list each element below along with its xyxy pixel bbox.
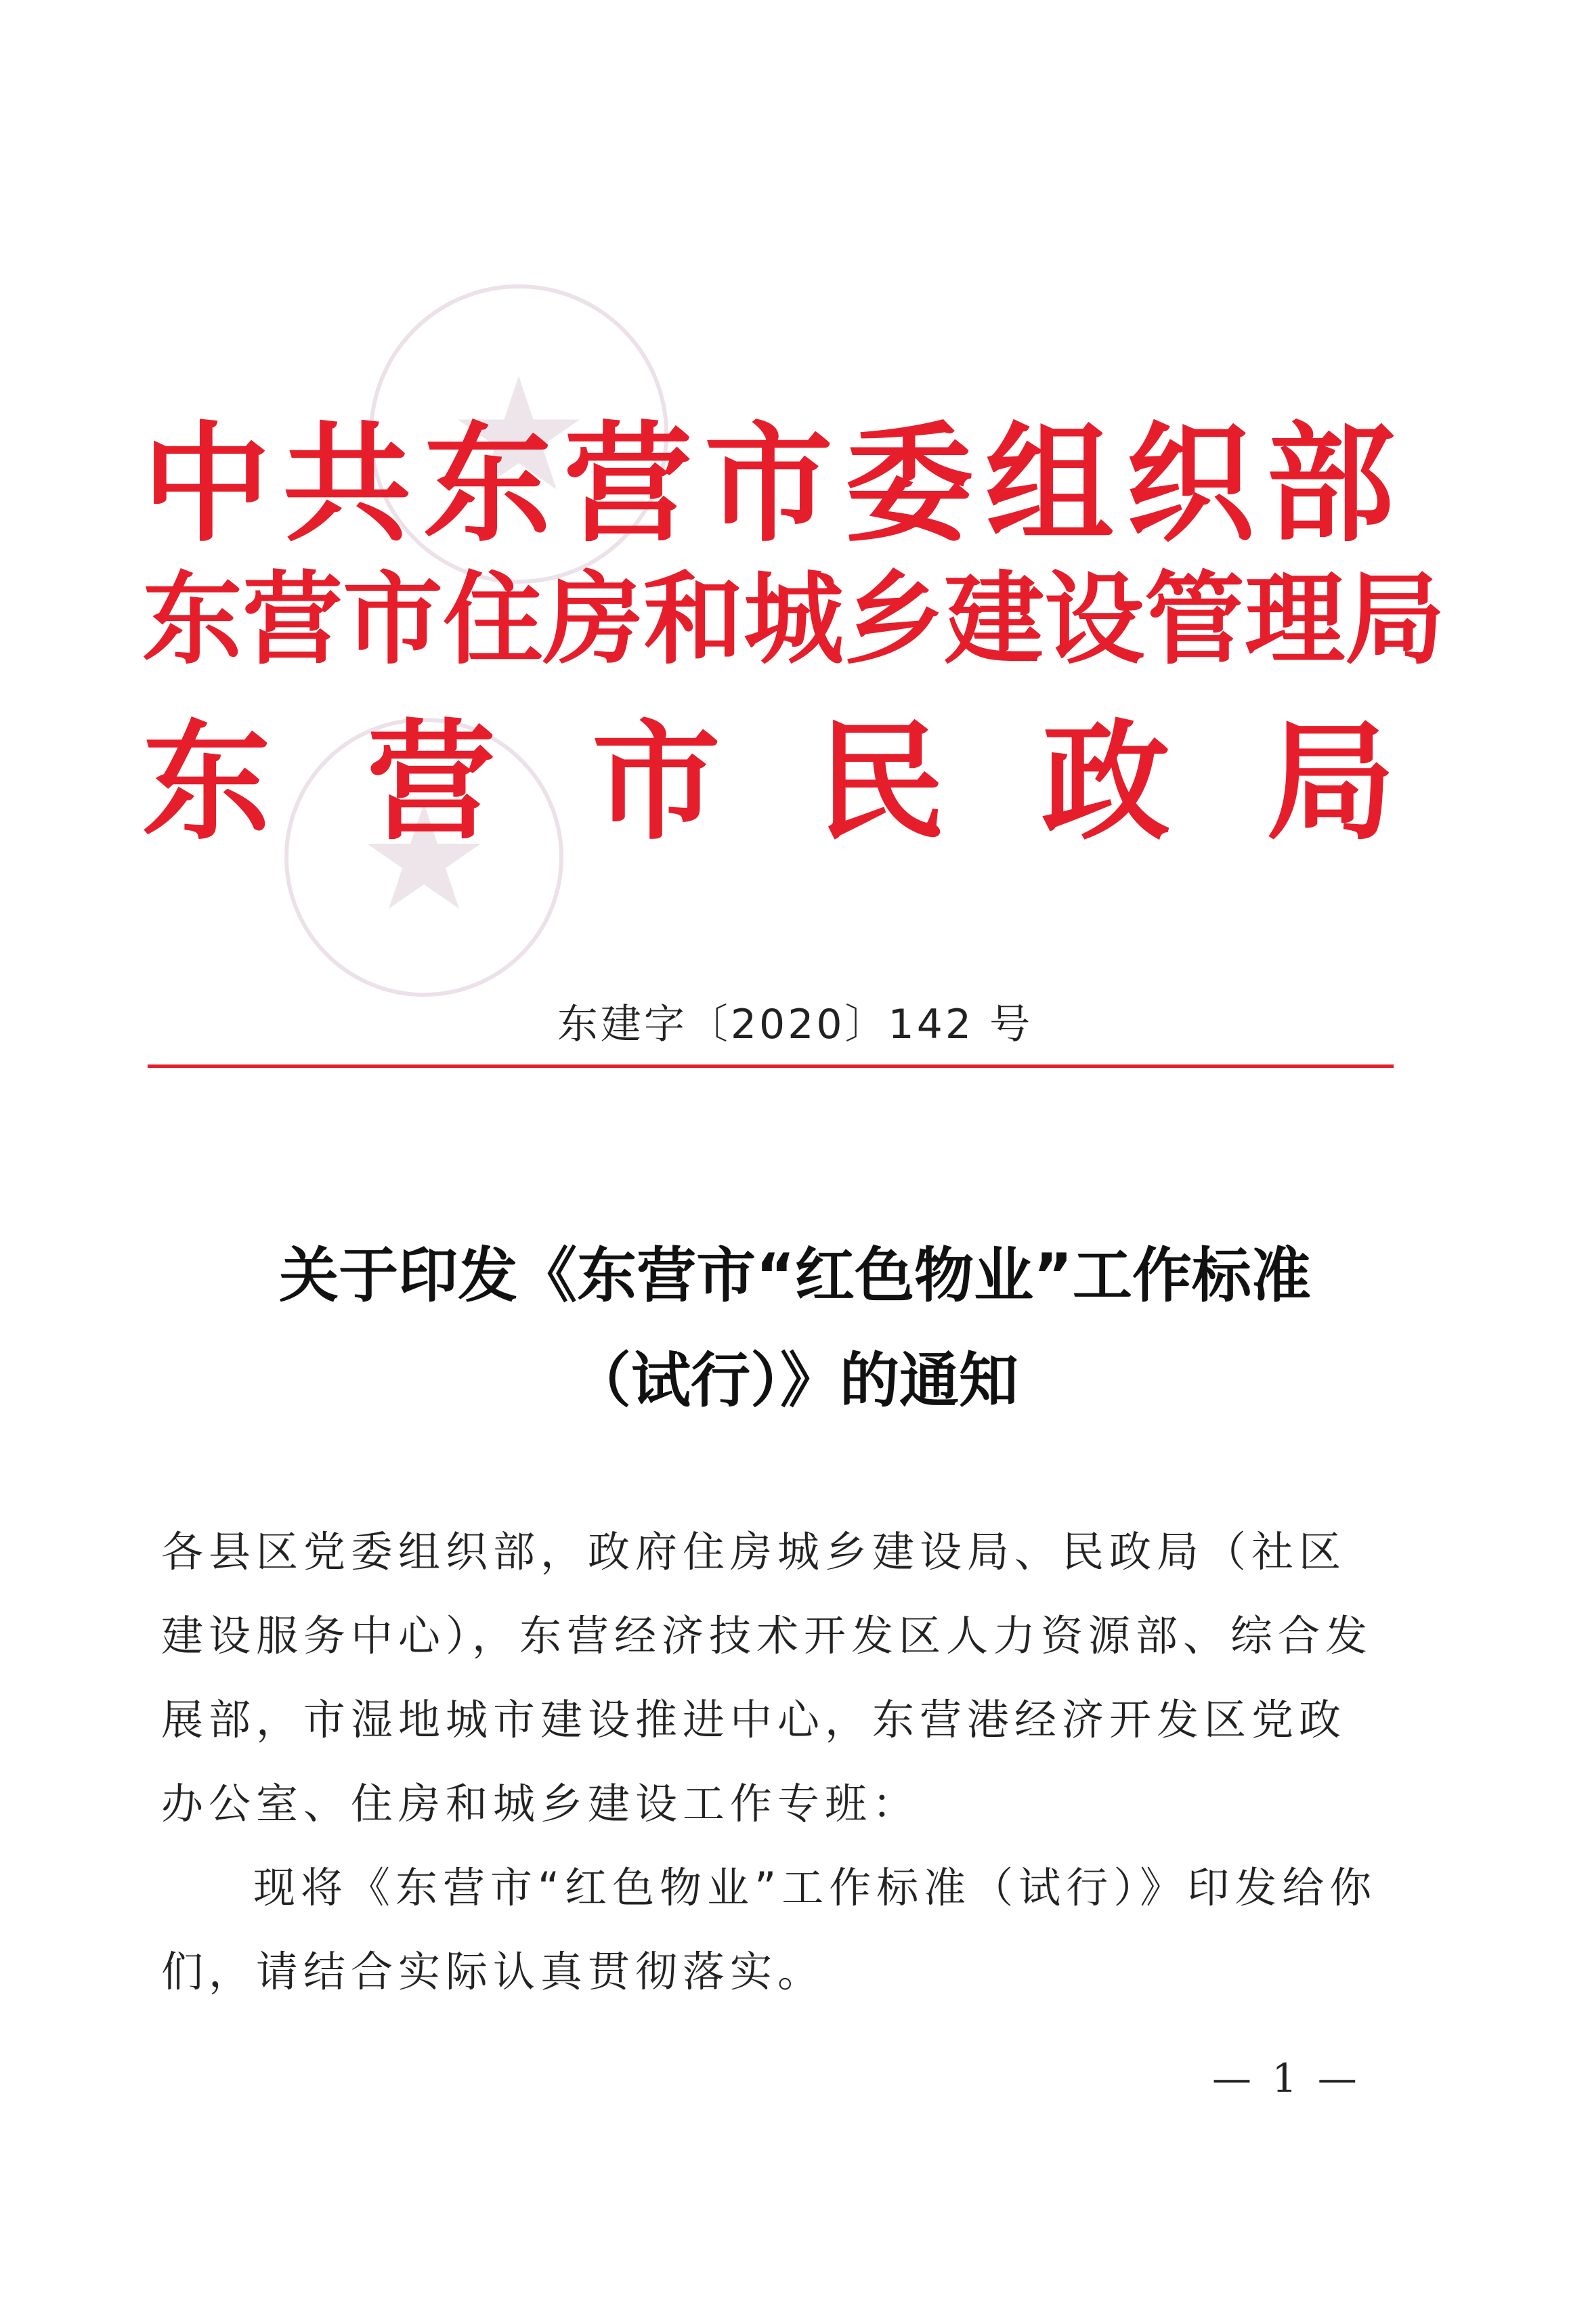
document-title-line-1: 关于印发《东营市“红色物业”工作标准 (279, 1241, 1311, 1310)
addressee-paragraph: 各县区党委组织部，政府住房城乡建设局、民政局（社区建设服务中心），东营经济技术开发区人力资源部、综合发展部，市湿地城市建设推进中心，东营港经济开发区党政办公室、住房和城乡建设工作专班： (161, 1527, 1373, 1828)
body-paragraph: 现将《东营市“红色物业”工作标准（试行）》印发给你们，请结合实际认真贯彻落实。 (161, 1863, 1377, 1996)
document-title-line-2: （试行）》的通知 (571, 1346, 1018, 1415)
issuer-line-2: 东 营 市 住 房 和 城 乡 建 设 管 理 局 (142, 560, 1445, 678)
issuer-line-3: 东 营 市 民 政 局 (142, 706, 1395, 857)
red-divider (148, 1064, 1394, 1068)
page-number: — 1 — (1212, 2055, 1361, 2101)
issuer-line-1: 中 共 东 营 市 委 组 织 部 (142, 408, 1395, 559)
document-number: 东建字〔2020〕142 号 (557, 1001, 1033, 1048)
